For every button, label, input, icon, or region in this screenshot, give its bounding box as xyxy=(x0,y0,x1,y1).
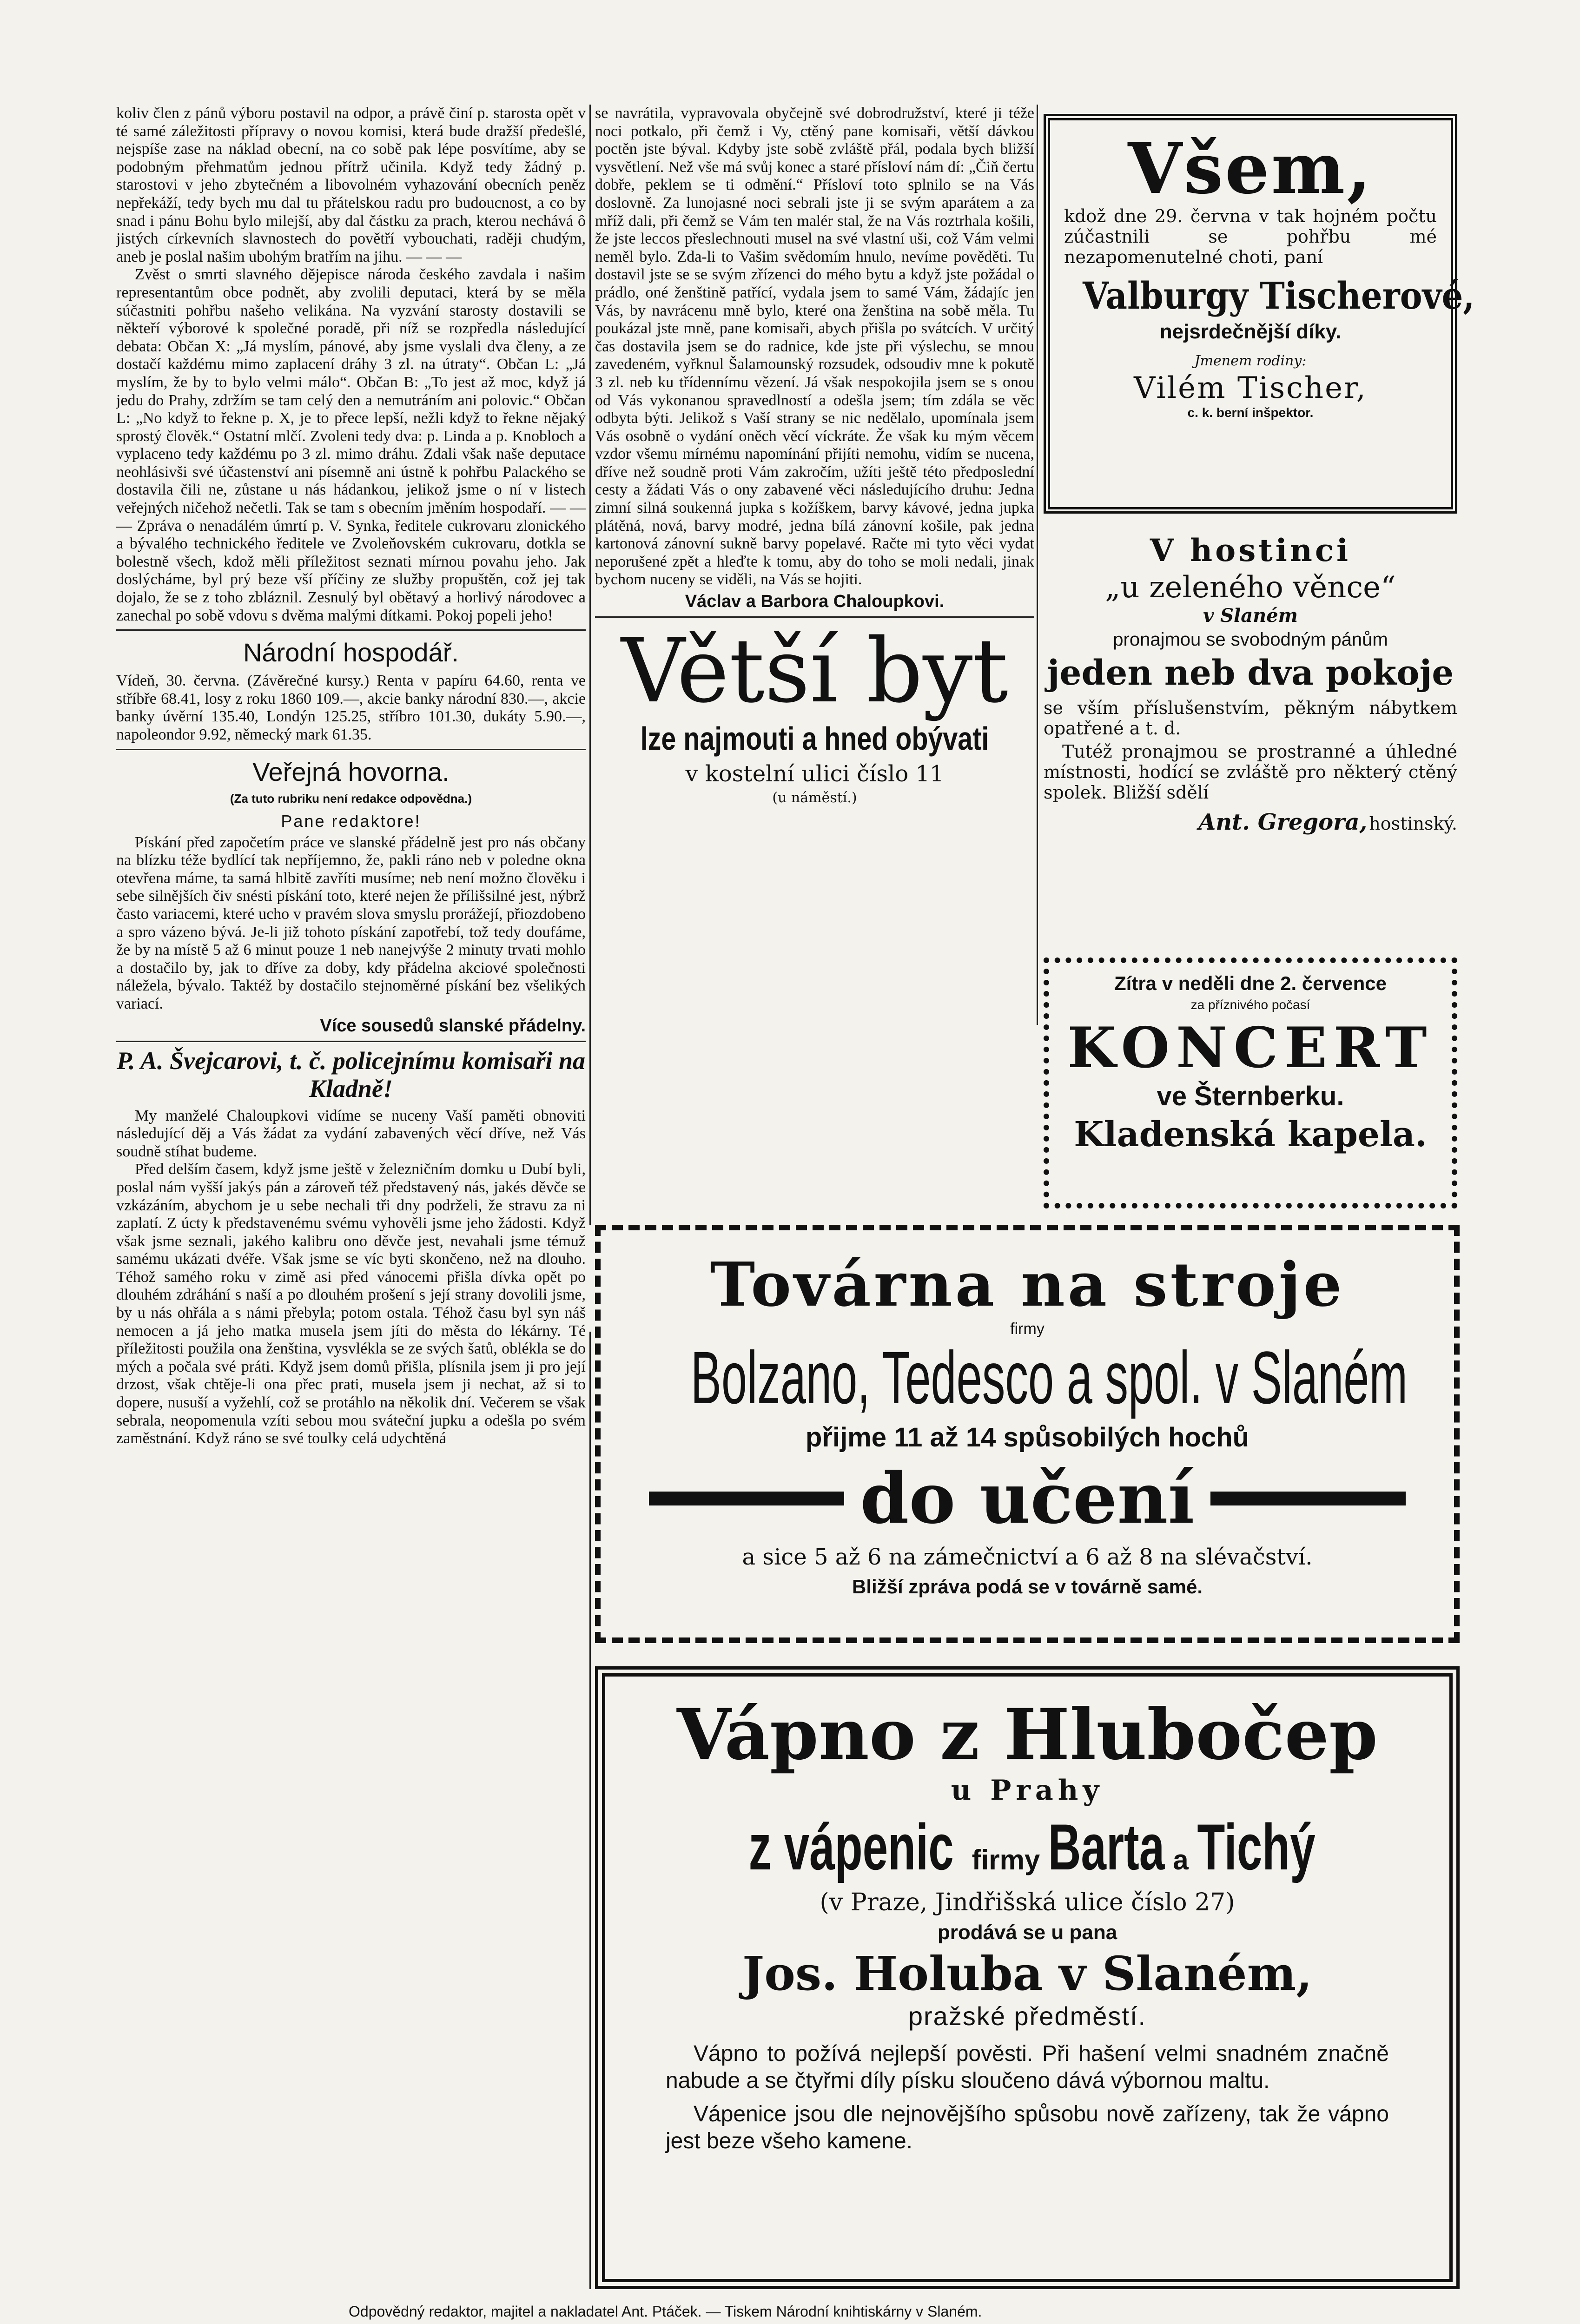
flat-ad-line2: v kostelní ulici číslo 11 xyxy=(685,761,944,787)
letter-paragraph: Před delším časem, když jsme ještě v železničním domku u Dubí byli, poslal nám vyšší jakýs pán a zároveň též představený nás, jakés děvče se vzkázáním, abychom je u sebe nechali tři dny podrželi, že stravu za ni zaplatí. Z úcty k představenému svému vyhověli jsme jeho žádosti. Když však jsme seznali, jakého kalibru ono děvče jest, nevahali jsme témuž samému ukázati dvéře. Však jsme se víc byti skončeno, než na dlouho. Téhož samého roku v zimě asi před vánocemi přišla dívka opět po dlouhém zdráhání s naší a po dlouhém prošení s její strany dovolili jsme, by u nás ohřála a s námi přebyla; potom ostala. Téhož času byl syn náš nemocen a já jeho matka musela jsem jíti do města do lékárny. Té příležitosti použila ona ženština, vysvlékla se ze svých šatů, oblékla se do mých a počala své práti. Když jsem domů přišla, plísnila jsem ji pro její drzost, však chtěje-li ona přec prati, musela jsem ji nechat, až si to dopere, nusuší a vyžehlí, což se protáhlo na několik dní. Večerem se však sebrala, neopomenula vzíti sebou mou sváteční jupku a odešla po svém zaměstnání. Když ráno se své toulky celá udychtěná xyxy=(116,1161,586,1447)
lime-sold: prodává se u pana xyxy=(937,1921,1117,1944)
thanks-line: nejsrdečnější díky. xyxy=(1159,320,1342,343)
column-1 xyxy=(116,105,586,1448)
letter-signature: Václav a Barbora Chaloupkovi. xyxy=(685,592,945,612)
lime-text2: Vápenice jsou dle nejnovějšího spůsobu nově zařízeny, tak že vápno jest beze všeho kamene. xyxy=(666,2102,1389,2153)
forum-salutation: Pane redaktore! xyxy=(281,811,421,831)
letter-title: P. A. Švejcarovi, t. č. policejnímu komisaři na Kladně! xyxy=(116,1046,586,1103)
flat-ad xyxy=(595,622,1034,806)
concert-line1: Zítra v neděli dne 2. července xyxy=(1114,972,1387,994)
lime-firm-name1: Barta xyxy=(1048,1810,1165,1883)
lime-ad xyxy=(595,1666,1460,2289)
thanks-family-name: Vilém Tischer, xyxy=(1134,371,1367,405)
inn-title: V hostinci xyxy=(1150,532,1351,568)
concert-band: Kladenská kapela. xyxy=(1074,1115,1427,1155)
factory-firm: Bolzano, Tedesco a spol. v Slaném xyxy=(690,1336,1408,1419)
concert-line2: za příznivého počasí xyxy=(1190,997,1310,1012)
factory-title: Továrna na stroje xyxy=(710,1249,1345,1320)
lime-text1: Vápno to požívá nejlepší pověsti. Při hašení velmi snadném značně nabude a se čtyřmi díly písku sloučeno dává výbornou maltu. xyxy=(666,2041,1389,2093)
economy-heading: Národní hospodář. xyxy=(243,638,459,667)
inn-offer: pronajmou se svobodným pánům xyxy=(1113,629,1388,650)
inn-ad xyxy=(1044,532,1457,951)
lime-prefix: z vápenic xyxy=(748,1810,954,1883)
flat-ad-title: Větší byt xyxy=(621,620,1008,723)
letter-paragraph: My manželé Chaloupkovi vidíme se nuceny Vaší paměti obnoviti následující děj a Vás žádat za vydání zabavených věcí dříve, než Vás soudně stíhat budeme. xyxy=(116,1107,586,1160)
inn-text1: se vším příslušenstvím, pěkným nábytkem opatřené a t. d. xyxy=(1044,698,1457,739)
lime-firm-word: firmy xyxy=(972,1844,1040,1875)
factory-firm-label: firmy xyxy=(1010,1320,1045,1338)
column-rule-1-lower xyxy=(589,1332,591,2289)
divider xyxy=(116,749,586,750)
lime-address: (v Praze, Jindřišská ulice číslo 27) xyxy=(820,1888,1235,1916)
flat-ad-line1: lze najmouti a hned obývati xyxy=(640,720,989,757)
factory-training: do učení xyxy=(860,1458,1195,1539)
letter-continued: se navrátila, vypravovala obyčejně své dobrodružství, které ji téže noci potkalo, při čemž i Vy, ctěný pane komisaři, větší dávkou poctěn jste býval. Kdyby jste sobě zvláště přál, podala bych bližší vysvětlení. Než vše má svůj konec a staré přísloví nám dí: „Čiň čertu dobře, peklem se ti odmění.“ Přísloví toto splnilo se na Vás doslovně. Za lunojasné noci sebrali jste ji se svým aparátem a za mříž dali, při čemž se Vám ten malér stal, že na Vás roztrhala košili, že jste leccos přeslechnouti musel na své vlastní uši, což Vám velmi neměl bylo. Zda-li to Vašim svědomím hnulo, nevíme pověděti. Tu dostavil jste se se svým zřízenci do mého bytu a když jste požádal o prádlo, oné ženštině patřící, vydala jsem to samé Vám, žádajíc jen Vás, by navrácenu mně bylo, které ona ženština na sobě měla. Tu poukázal jste mně, pane komisaři, abych přišla po svátcích. V určitý čas dostavila jsem se do radnice, kde jste při výslechu, se mnou zavedeném, vyřknul Šalamounský rozsudek, odsoudiv mne k pokutě 3 zl. neb ku třídennímu vězení. Já však nespokojila jsem se s onou od Vás vykonanou spravedlností a odešla jsem; tím zdála se věc odbyta býti. Jelikož s Vaší strany se nic nedělalo, upomínala jsem Vás osobně o vydání oněch věcí víckráte. Že však ku mým věcem vzdor všemu mírnému napomínání přijíti nemohu, vidím se nucena, dříve než soudně proti Vám zakročím, užíti ještě této předposlední cesty a žádati Vás o ony zabavené věci následujícího druhu: Jedna zimní silná soukenná jupka s kožíškem, barvy kávové, jedna jupka plátěná, nová, barvy modré, jedna bílá zánovní košile, pak jedna kartonová zánovní sukně barvy popelavé. Račte mi tyto věci vydat neporušené zpět a hleďte k tomu, aby do toho se moli nedali, jinak bychom nuceny se viděli, na Vás se hojiti. xyxy=(595,105,1034,588)
decorative-bar-right xyxy=(1210,1492,1406,1505)
article-paragraph: koliv člen z pánů výboru postavil na odpor, a právě činí p. starosta opět v té samé záležitosti přípravy o novou komisi, která bude dražší předešlé, nejspíše zase na náklad obecní, na co sobě pak lépe posvítíme, aby se podobným přehmatům jednou přítrž učinila. Když tedy žádný p. starostovi v jeho zbytečném a libovolném vyhazování obecních peněz nepřekáží, tedy bych mu dal tu přátelskou radu pro budoucnost, a co by snad i pánu Bohu bylo milejší, aby dal částku za prach, kterou nechává ô jistých církevních slavnostech do povětří vybouchati, raději chudým, aneb je poslal našim ubohým bratřím na jihu. — — — xyxy=(116,105,586,265)
inn-text2: Tutéž pronajmou se prostranné a úhledné místnosti, hodící se zvláště pro některý ctěný spolek. Bližší sdělí xyxy=(1044,741,1457,803)
economy-text: Vídeň, 30. června. (Závěrečné kursy.) Renta v papíru 64.60, renta ve stříbře 68.41, losy z roku 1860 109.—, akcie banky národní 830.—, akcie banky úvěrní 135.40, Londýn 125.25, stříbro 101.30, dukáty 5.90.—, napoleondor 9.92, německý mark 61.35. xyxy=(116,672,586,743)
factory-details: a sice 5 až 6 na zámečnictví a 6 až 8 na slévačství. xyxy=(742,1544,1313,1570)
column-2 xyxy=(595,105,1034,806)
thanks-ad xyxy=(1044,114,1475,514)
flat-ad-line3: (u náměstí.) xyxy=(772,790,857,806)
forum-signature: Více sousedů slanské přádelny. xyxy=(320,1016,586,1036)
imprint-footer: Odpovědný redaktor, majitel a nakladatel Ant. Ptáček. — Tiskem Národní knihtiskárny v Slaném. xyxy=(349,2303,982,2320)
lime-from: u Prahy xyxy=(951,1774,1104,1807)
factory-ad xyxy=(595,1225,1460,1643)
lime-suburb: pražské předměstí. xyxy=(908,2001,1147,2031)
concert-title: KONCERT xyxy=(1067,1015,1434,1081)
concert-ad xyxy=(1044,957,1457,1208)
column-rule-2 xyxy=(1037,105,1038,1025)
forum-heading: Veřejná hovorna. xyxy=(252,757,450,786)
divider xyxy=(116,1041,586,1042)
thanks-name: Valburgy Tischerové, xyxy=(1083,274,1475,317)
thanks-text: kdož dne 29. června v tak hojném počtu zúčastnili se pohřbu mé nezapomenutelné choti, paní xyxy=(1064,206,1437,267)
thanks-family-role: c. k. berní inšpektor. xyxy=(1187,405,1314,420)
divider xyxy=(595,616,1034,618)
factory-info: Bližší zpráva podá se v továrně samé. xyxy=(852,1576,1203,1598)
lime-firm-name2: Tichý xyxy=(1197,1810,1316,1883)
forum-note: (Za tuto rubriku není redakce odpovědna.) xyxy=(230,791,472,805)
decorative-bar-left xyxy=(649,1492,844,1505)
inn-signature: Ant. Gregora, xyxy=(1198,809,1368,835)
divider xyxy=(116,629,586,631)
lime-title: Vápno z Hlubočep xyxy=(677,1694,1378,1776)
newspaper-page xyxy=(88,105,1475,2320)
inn-signature-role: hostinský. xyxy=(1369,813,1457,834)
inn-rooms: jeden neb dva pokoje xyxy=(1047,653,1454,693)
thanks-title: Všem, xyxy=(1128,128,1373,210)
lime-firm-and: a xyxy=(1173,1844,1189,1875)
concert-place: ve Šternberku. xyxy=(1157,1081,1344,1111)
article-paragraph: Zvěst o smrti slavného dějepisce národa českého zavdala i našim representantům obce podnět, aby zvolili deputaci, která by se měla súčastniti pohřbu našeho velikána. Na vyzvání starosty dostavili se někteří výborové k společné poradě, při níž se rozpředla následující debata: Občan X: „Já myslím, pánové, aby jsme vyslali dva členy, a ze dostačí každému mimo zaplacení dráhy 3 zl. na útraty“. Občan L: „Já myslím, že by to bylo velmi málo“. Občan B: „To jest až moc, když já jedu do Prahy, zdržím se tam celý den a nemutráním ani polovic.“ Občan L: „No když to řekne p. X, je to přece lepší, nežli když to řekne nějaký sprostý člověk.“ Ostatní mlčí. Zvoleni tedy dva: p. Linda a p. Knobloch a vyplaceno tedy každému po 3 zl. mimo dráhu. Zdali však naše deputace neohlásivši své účastenství ani písemně ani ústně k pohřbu Palackého se dostavila čili ne, zůstane u nás hádankou, jelikož jsme o ní v listech veřejných ničehož nečetli. Tak se tam s obecním jměním hospodaří. — — — Zpráva o nenadálém úmrtí p. V. Synka, ředitele cukrovaru zlonického a bývalého technického ředitele ve Zvoleňovském cukrovaru, dotkla se bolestně všech, kdož měli příležitost seznati mírnou povahu jeho. Jak doslýcháme, byl prý beze vší příčiny ze služby propuštěn, což jej tak dojalo, že se z toho zbláznil. Zesnulý byl obětavý a horlivý národovec a zanechal po sobě vdovu s dvěma malými dítkami. Pokoj popeli jeho! xyxy=(116,266,586,624)
inn-name: „u zeleného věnce“ xyxy=(1105,570,1396,605)
forum-text: Pískání před započetím práce ve slanské přádelně jest pro nás občany na blízku téže bydlící tak nepříjemno, že, pakli ráno neb v poledne okna otevřena máme, ta samá hlbitě zavříti musíme; neb není možno člověku i sebe silnějších čiv snésti pískání toto, které nejen že přílišsilné jest, nýbrž často variacemi, které ucho v pravém slova smyslu prorážejí, přiozdobeno a spro vázeno bývá. Je-li již tohoto pískání zapotřebí, tož tedy doufáme, že by na místě 5 až 6 minut pouze 1 neb nanejvýše 2 minuty trvati mohlo a dostačilo by, jak to dříve za doby, kdy přádelna akciové společnosti náležela, bývalo. Taktéž by dostačilo stejnoměrné pískání bez všelikých variací. xyxy=(116,833,586,1012)
lime-seller: Jos. Holuba v Slaném, xyxy=(742,1946,1313,2001)
factory-hire: přijme 11 až 14 spůsobilých hochů xyxy=(805,1422,1249,1452)
inn-place: v Slaném xyxy=(1203,605,1298,627)
column-rule-1 xyxy=(589,105,591,1225)
thanks-family-label: Jmenem rodiny: xyxy=(1194,353,1307,369)
